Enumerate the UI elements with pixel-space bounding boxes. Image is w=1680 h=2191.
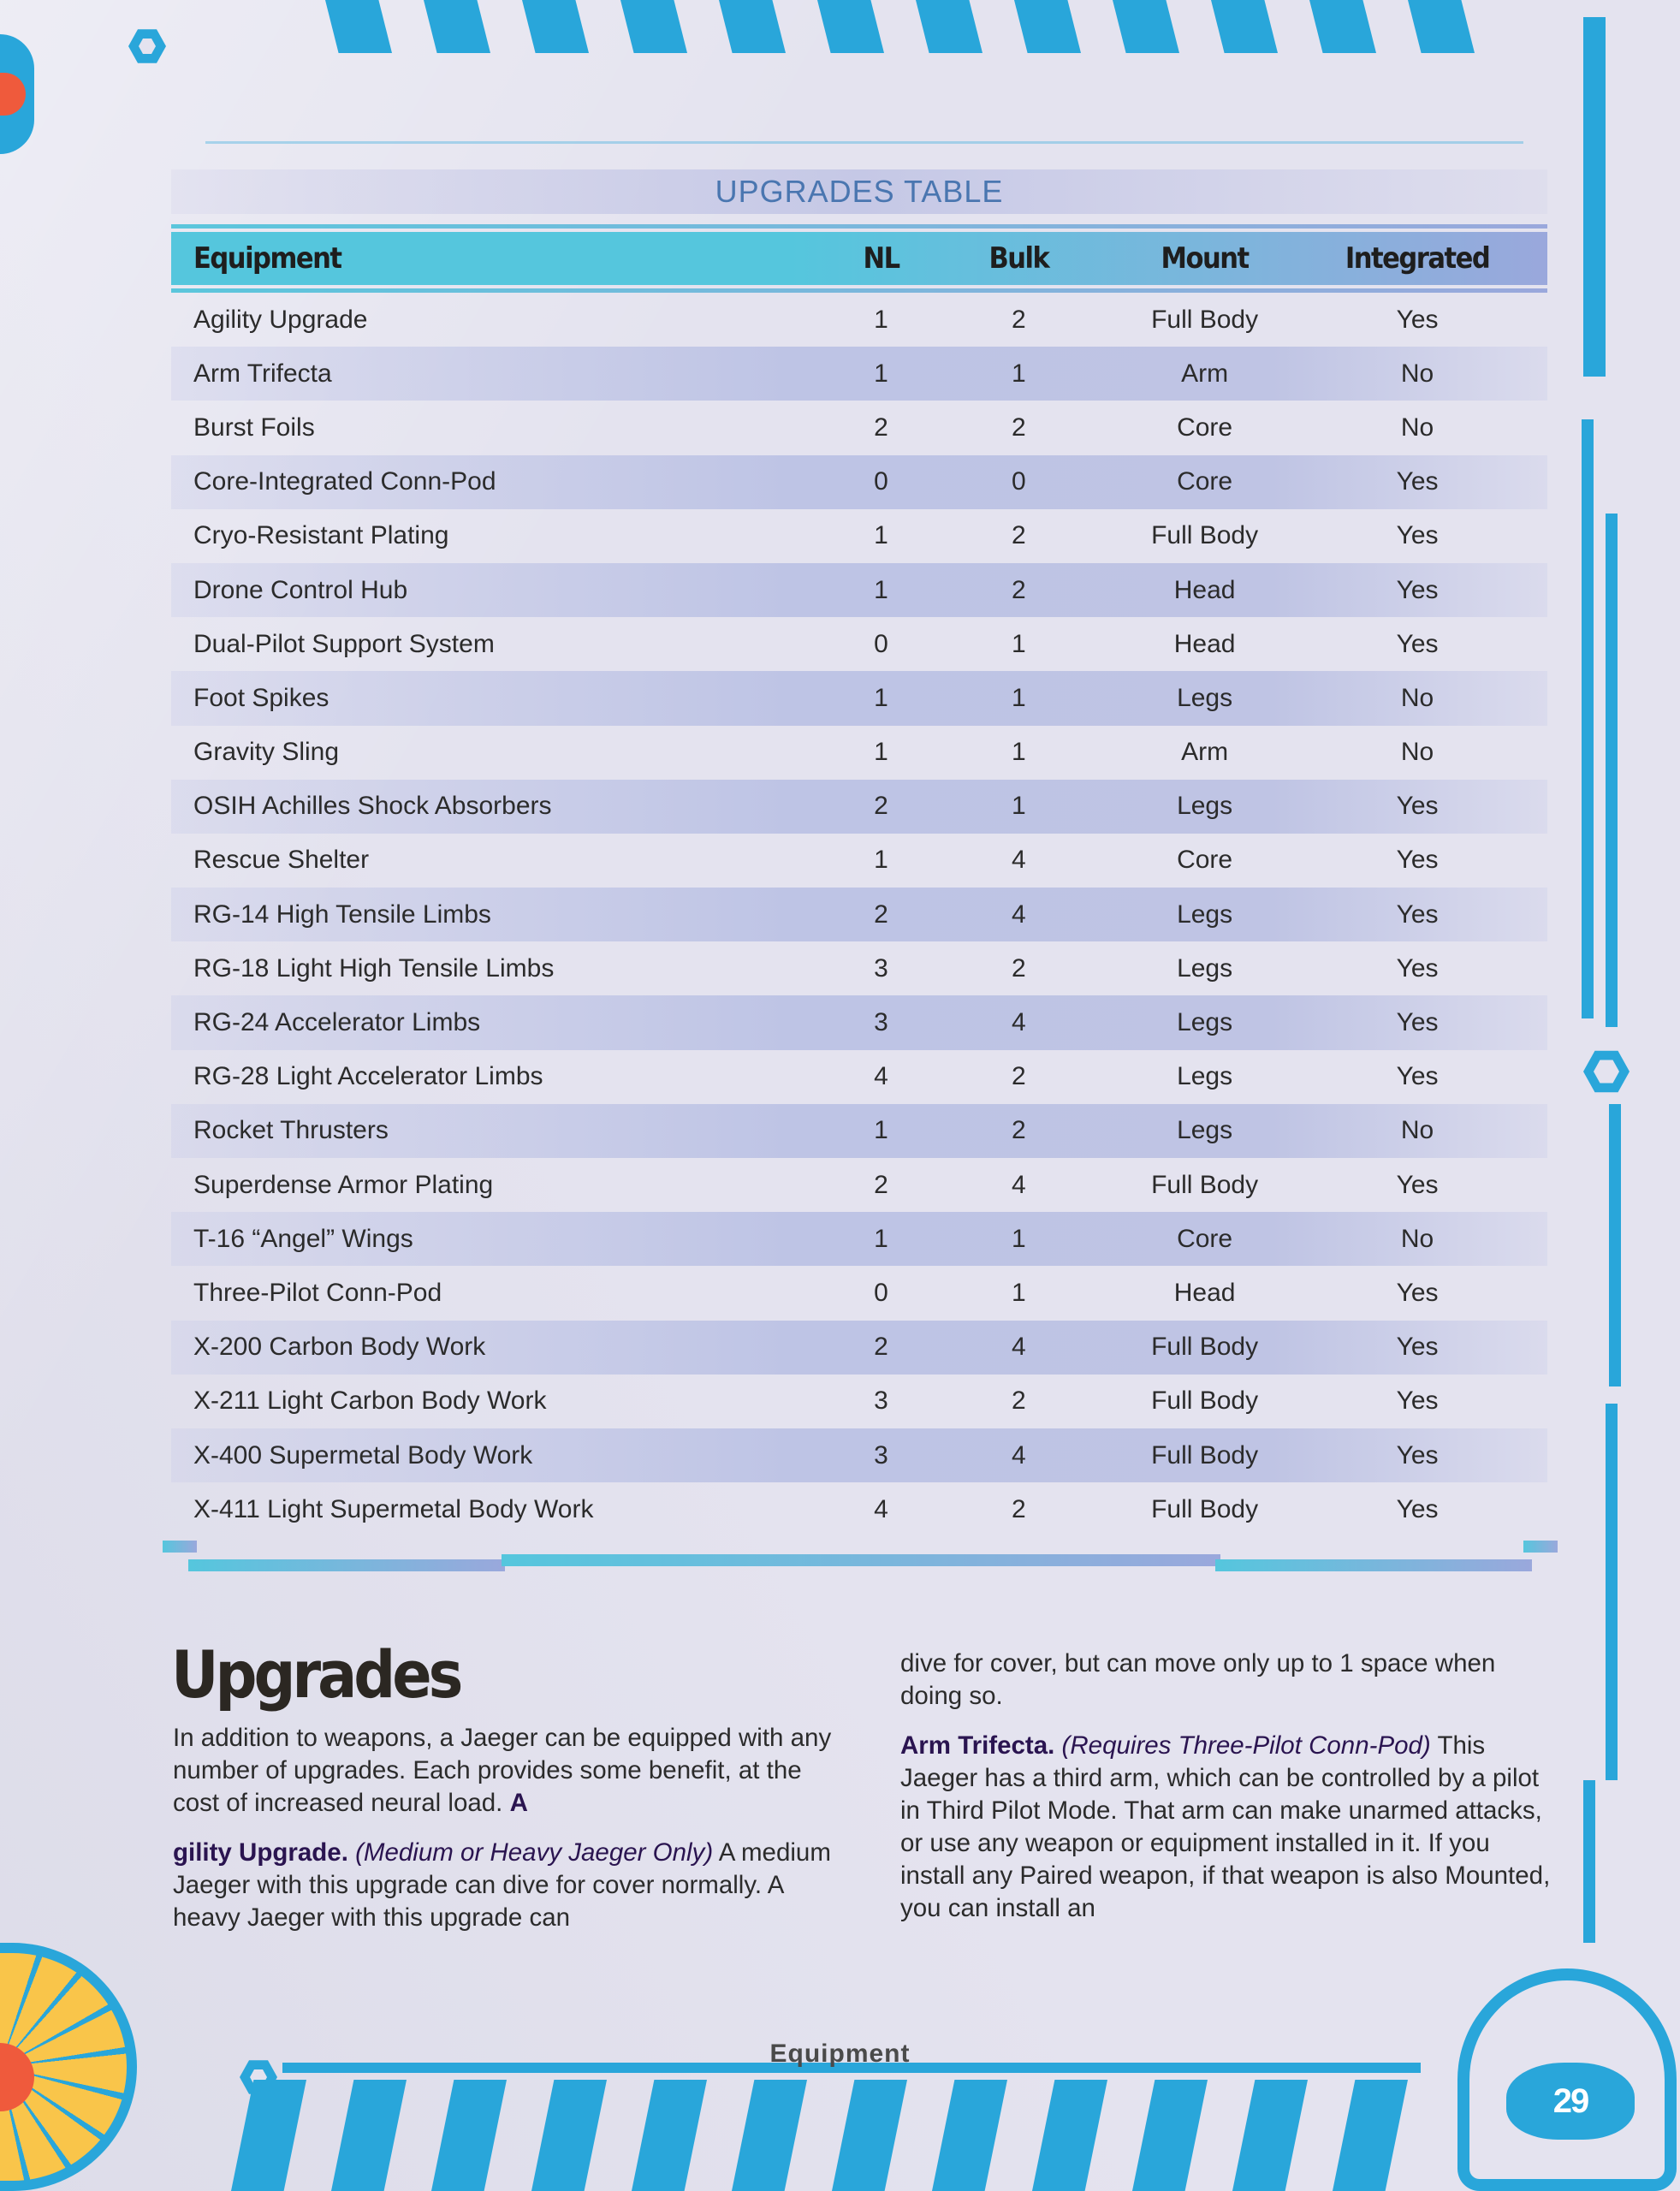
table-bottom-frame (163, 1541, 1558, 1592)
stripe (325, 0, 392, 53)
cell-integrated: Yes (1396, 792, 1439, 821)
cell-nl: 2 (874, 792, 888, 821)
table-row (171, 1050, 1547, 1104)
cell-nl: 2 (874, 1170, 888, 1199)
cell-integrated: No (1400, 1116, 1434, 1145)
table-row (171, 1482, 1547, 1536)
stripe (632, 2080, 707, 2191)
cell-mount: Core (1177, 413, 1233, 442)
cell-mount: Legs (1177, 953, 1233, 983)
agility-upgrade-requirement: (Medium or Heavy Jaeger Only) (355, 1838, 714, 1867)
cell-nl: 1 (874, 575, 888, 604)
cell-bulk: 2 (1012, 1386, 1026, 1416)
table-row (171, 780, 1547, 834)
stripe (1014, 0, 1081, 53)
cell-integrated: Yes (1396, 846, 1439, 875)
cell-equipment: RG-24 Accelerator Limbs (193, 1008, 481, 1037)
table-row (171, 347, 1547, 401)
cell-equipment: Superdense Armor Plating (193, 1170, 494, 1199)
cell-bulk: 2 (1012, 953, 1026, 983)
table-row (171, 834, 1547, 888)
stripe (1032, 2080, 1107, 2191)
table-row (171, 563, 1547, 617)
left-top-emblem-icon (0, 34, 34, 154)
cell-mount: Head (1173, 629, 1236, 658)
section-heading: Upgrades (171, 1636, 460, 1713)
arm-trifecta-text: This Jaeger has a third arm, which can be controlled by a pilot in Third Pilot Mode. That arm can make unarmed attacks, or use any weapon or equipment installed in it. If you install any Paired weapon, if that weapon is also Mounted, you can install an (900, 1731, 1551, 1922)
cell-equipment: Gravity Sling (193, 738, 340, 767)
stripe (1333, 2080, 1408, 2191)
cell-nl: 0 (874, 1278, 888, 1307)
stripe (817, 0, 884, 53)
table-row (171, 995, 1547, 1049)
cell-mount: Legs (1177, 792, 1233, 821)
cell-integrated: Yes (1396, 900, 1439, 929)
table-row (171, 671, 1547, 725)
table-title: UPGRADES TABLE (171, 169, 1547, 214)
cell-integrated: Yes (1396, 1386, 1439, 1416)
cell-bulk: 1 (1012, 683, 1026, 712)
right-bar-decoration (1606, 514, 1618, 1027)
cell-bulk: 2 (1012, 1116, 1026, 1145)
cell-nl: 1 (874, 1116, 888, 1145)
cell-bulk: 1 (1012, 1278, 1026, 1307)
cell-integrated: Yes (1396, 1170, 1439, 1199)
cell-equipment: Three-Pilot Conn-Pod (193, 1278, 442, 1307)
cell-integrated: Yes (1396, 305, 1439, 334)
cell-bulk: 2 (1012, 575, 1026, 604)
cell-equipment: Rocket Thrusters (193, 1116, 389, 1145)
cell-bulk: 4 (1012, 1440, 1026, 1470)
cell-mount: Full Body (1151, 1386, 1259, 1416)
cell-bulk: 1 (1012, 792, 1026, 821)
stripe (231, 2080, 306, 2191)
cell-integrated: Yes (1396, 629, 1439, 658)
agility-upgrade-text: A medium Jaeger with this upgrade can dive for cover normally. A heavy Jaeger with this upgrade can (173, 1838, 831, 1932)
cell-mount: Head (1173, 575, 1236, 604)
table-row (171, 509, 1547, 563)
cell-mount: Full Body (1151, 521, 1259, 550)
cell-bulk: 2 (1012, 521, 1026, 550)
table-row (171, 401, 1547, 454)
cell-bulk: 2 (1012, 1062, 1026, 1091)
circuit-decoration (205, 58, 1523, 144)
cell-integrated: No (1400, 1224, 1434, 1253)
right-bar-decoration (1606, 1404, 1618, 1780)
cell-mount: Arm (1181, 359, 1229, 388)
cell-nl: 1 (874, 1224, 888, 1253)
cell-nl: 1 (874, 683, 888, 712)
table-row (171, 726, 1547, 780)
cell-mount: Legs (1177, 1116, 1233, 1145)
cell-integrated: Yes (1396, 1494, 1439, 1523)
cell-integrated: Yes (1396, 1278, 1439, 1307)
table-row (171, 617, 1547, 671)
cell-bulk: 2 (1012, 305, 1026, 334)
stripe (1132, 2080, 1208, 2191)
stripe (1408, 0, 1475, 53)
cell-nl: 1 (874, 359, 888, 388)
cell-nl: 1 (874, 738, 888, 767)
cell-mount: Legs (1177, 683, 1233, 712)
cell-bulk: 1 (1012, 629, 1026, 658)
cell-equipment: Burst Foils (193, 413, 315, 442)
cell-nl: 2 (874, 1333, 888, 1362)
upgrades-table-body (171, 293, 1547, 1536)
cell-bulk: 4 (1012, 1008, 1026, 1037)
cell-equipment: RG-18 Light High Tensile Limbs (193, 953, 555, 983)
stripe (431, 2080, 507, 2191)
arm-trifecta-requirement: (Requires Three-Pilot Conn-Pod) (1061, 1731, 1431, 1760)
cell-nl: 2 (874, 900, 888, 929)
cell-equipment: X-200 Carbon Body Work (193, 1333, 486, 1362)
column-header-equipment: Equipment (193, 241, 341, 276)
cell-equipment: Foot Spikes (193, 683, 329, 712)
stripe (620, 0, 687, 53)
column-header-mount: Mount (1161, 241, 1249, 276)
right-bar-decoration (1582, 419, 1594, 1018)
cell-mount: Core (1177, 1224, 1233, 1253)
cell-mount: Full Body (1151, 1170, 1259, 1199)
right-bar-decoration (1609, 1104, 1621, 1386)
cell-mount: Full Body (1151, 1494, 1259, 1523)
table-row (171, 1266, 1547, 1320)
cell-nl: 1 (874, 846, 888, 875)
cell-equipment: Core-Integrated Conn-Pod (193, 467, 496, 496)
table-row (171, 1158, 1547, 1212)
table-row (171, 1104, 1547, 1158)
chapter-label: Equipment (769, 2040, 911, 2068)
cell-integrated: Yes (1396, 1440, 1439, 1470)
left-text-column (173, 1722, 840, 1951)
stripe (719, 0, 786, 53)
cell-integrated: Yes (1396, 1008, 1439, 1037)
table-row (171, 1212, 1547, 1266)
stripe (1309, 0, 1376, 53)
top-stripe-decoration (325, 0, 1523, 53)
intro-paragraph: In addition to weapons, a Jaeger can be equipped with any number of upgrades. Each provides some benefit, at the cost of increased neural load. (173, 1724, 832, 1817)
table-row (171, 1375, 1547, 1428)
table-row (171, 293, 1547, 347)
cell-nl: 2 (874, 413, 888, 442)
cell-equipment: Agility Upgrade (193, 305, 368, 334)
cell-integrated: Yes (1396, 575, 1439, 604)
page-number: 29 (1552, 2081, 1588, 2120)
cell-integrated: No (1400, 683, 1434, 712)
cell-nl: 0 (874, 629, 888, 658)
stripe (1113, 0, 1179, 53)
table-row (171, 941, 1547, 995)
stripe (424, 0, 490, 53)
stripe (732, 2080, 807, 2191)
table-row (171, 1428, 1547, 1482)
table-row (171, 888, 1547, 941)
stripe (1211, 0, 1278, 53)
stripe (522, 0, 589, 53)
cell-mount: Core (1177, 467, 1233, 496)
arm-trifecta-name: Arm Trifecta. (900, 1731, 1055, 1760)
cell-mount: Legs (1177, 1008, 1233, 1037)
cell-nl: 3 (874, 953, 888, 983)
cell-nl: 4 (874, 1062, 888, 1091)
cell-bulk: 1 (1012, 738, 1026, 767)
cell-nl: 1 (874, 305, 888, 334)
cell-mount: Core (1177, 846, 1233, 875)
cell-integrated: Yes (1396, 1062, 1439, 1091)
page-number-badge (1506, 2063, 1635, 2140)
cell-bulk: 0 (1012, 467, 1026, 496)
stripe (932, 2080, 1007, 2191)
cell-bulk: 4 (1012, 1170, 1026, 1199)
cell-equipment: Cryo-Resistant Plating (193, 521, 449, 550)
cell-integrated: No (1400, 359, 1434, 388)
bottom-stripe-decoration (231, 2080, 1446, 2191)
cell-mount: Full Body (1151, 305, 1259, 334)
cell-nl: 4 (874, 1494, 888, 1523)
cell-equipment: Arm Trifecta (193, 359, 332, 388)
cell-bulk: 1 (1012, 359, 1026, 388)
cell-bulk: 4 (1012, 846, 1026, 875)
cell-equipment: X-411 Light Supermetal Body Work (193, 1494, 594, 1523)
cell-equipment: X-400 Supermetal Body Work (193, 1440, 533, 1470)
agility-upgrade-name: gility Upgrade. (173, 1838, 348, 1867)
cell-equipment: OSIH Achilles Shock Absorbers (193, 792, 552, 821)
cell-bulk: 2 (1012, 1494, 1026, 1523)
cell-equipment: X-211 Light Carbon Body Work (193, 1386, 547, 1416)
agility-upgrade-continued: dive for cover, but can move only up to 1 space when doing so. (900, 1649, 1496, 1710)
cell-mount: Head (1173, 1278, 1236, 1307)
table-row (171, 1321, 1547, 1375)
cell-mount: Full Body (1151, 1333, 1259, 1362)
cell-integrated: Yes (1396, 521, 1439, 550)
cell-bulk: 2 (1012, 413, 1026, 442)
right-bar-decoration (1583, 1780, 1595, 1943)
cell-equipment: Rescue Shelter (193, 846, 370, 875)
cell-equipment: RG-28 Light Accelerator Limbs (193, 1062, 543, 1091)
stripe (916, 0, 982, 53)
cell-bulk: 4 (1012, 1333, 1026, 1362)
cell-integrated: No (1400, 738, 1434, 767)
cell-bulk: 4 (1012, 900, 1026, 929)
cell-nl: 0 (874, 467, 888, 496)
cell-integrated: Yes (1396, 953, 1439, 983)
stripe (1232, 2080, 1308, 2191)
stripe (531, 2080, 607, 2191)
cell-integrated: Yes (1396, 1333, 1439, 1362)
table-row (171, 455, 1547, 509)
cell-nl: 1 (874, 521, 888, 550)
cell-equipment: Drone Control Hub (193, 575, 408, 604)
cell-mount: Full Body (1151, 1440, 1259, 1470)
cell-bulk: 1 (1012, 1224, 1026, 1253)
stripe (331, 2080, 407, 2191)
right-text-column (900, 1648, 1551, 1942)
right-wrench-bar (1583, 17, 1606, 377)
stripe (832, 2080, 907, 2191)
cell-nl: 3 (874, 1386, 888, 1416)
cell-equipment: Dual-Pilot Support System (193, 629, 495, 658)
cell-mount: Legs (1177, 900, 1233, 929)
agility-dropcap: A (509, 1789, 528, 1817)
cell-integrated: No (1400, 413, 1434, 442)
column-header-integrated: Integrated (1345, 241, 1490, 276)
cell-integrated: Yes (1396, 467, 1439, 496)
column-header-bulk: Bulk (988, 241, 1049, 276)
cell-mount: Arm (1181, 738, 1229, 767)
column-header-nl: NL (863, 241, 899, 276)
cell-equipment: RG-14 High Tensile Limbs (193, 900, 491, 929)
cell-mount: Legs (1177, 1062, 1233, 1091)
cell-equipment: T-16 “Angel” Wings (193, 1224, 413, 1253)
cell-nl: 3 (874, 1008, 888, 1037)
table-header (171, 224, 1547, 293)
cell-nl: 3 (874, 1440, 888, 1470)
